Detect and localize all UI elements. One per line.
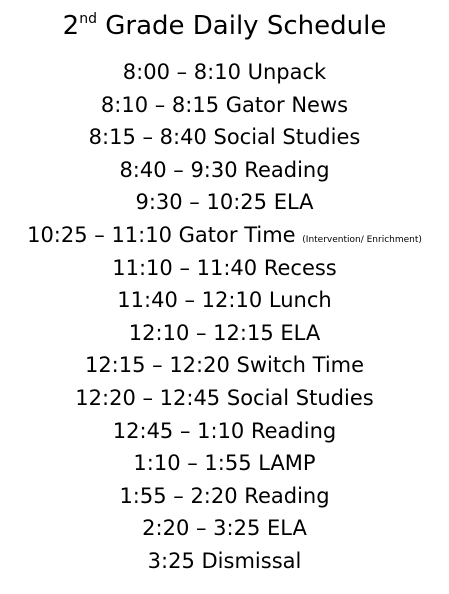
schedule-time: 8:15 – 8:40 — [88, 125, 207, 150]
schedule-item — [0, 56, 449, 89]
schedule-activity: ELA — [280, 320, 321, 345]
schedule-time: 8:10 – 8:15 — [100, 92, 220, 117]
schedule-item — [0, 252, 449, 285]
schedule-activity: Social Studies — [213, 125, 361, 150]
title-text: Grade Daily Schedule — [96, 11, 387, 41]
schedule-activity: ELA — [267, 516, 307, 541]
schedule-item — [0, 154, 449, 187]
schedule-item — [0, 284, 449, 317]
schedule-activity: Reading — [244, 157, 330, 182]
schedule-time: 8:40 – 9:30 — [119, 157, 238, 182]
schedule-activity: Switch Time — [236, 353, 365, 378]
schedule-activity: Unpack — [247, 60, 327, 84]
schedule-item — [0, 317, 449, 350]
schedule-time: 9:30 – 10:25 — [135, 190, 267, 215]
schedule-item — [0, 480, 449, 513]
schedule-item — [0, 219, 449, 252]
schedule-item — [0, 512, 449, 545]
schedule-item — [0, 545, 449, 578]
schedule-time: 10:25 – 11:10 — [27, 222, 172, 247]
page-title — [0, 6, 449, 46]
schedule-time: 1:55 – 2:20 — [119, 483, 238, 508]
schedule-item — [0, 415, 449, 448]
schedule-time: 3:25 — [147, 548, 195, 573]
schedule-activity: Recess — [263, 255, 337, 280]
schedule-item — [0, 349, 449, 382]
schedule-item — [0, 89, 449, 122]
schedule-activity: LAMP — [258, 451, 316, 476]
schedule-time: 11:10 – 11:40 — [112, 255, 258, 280]
schedule-time: 12:15 – 12:20 — [84, 353, 230, 378]
schedule-activity: Dismissal — [201, 548, 302, 573]
schedule-time: 12:45 – 1:10 — [112, 418, 245, 443]
schedule-item — [0, 447, 449, 480]
schedule-activity: Lunch — [268, 288, 332, 313]
schedule-list — [0, 56, 449, 578]
schedule-activity: Gator News — [225, 92, 349, 117]
schedule-time: 12:20 – 12:45 — [75, 385, 221, 410]
schedule-item — [0, 121, 449, 154]
schedule-time: 1:10 – 1:55 — [133, 451, 252, 476]
schedule-note: (Intervention/ Enrichment) — [302, 234, 422, 245]
schedule-time: 12:10 – 12:15 — [128, 320, 274, 345]
schedule-time: 8:00 – 8:10 — [122, 60, 241, 84]
schedule-item — [0, 186, 449, 219]
schedule-activity: Reading — [244, 483, 330, 508]
schedule-activity: Reading — [250, 418, 337, 443]
schedule-activity: ELA — [273, 190, 314, 215]
schedule-time: 2:20 – 3:25 — [142, 516, 261, 541]
schedule-item — [0, 382, 449, 415]
schedule-time: 11:40 – 12:10 — [117, 288, 263, 313]
schedule-activity: Gator Time — [178, 222, 296, 247]
title-ordinal-suffix: nd — [79, 11, 97, 27]
schedule-activity: Social Studies — [226, 385, 374, 410]
title-grade-number: 2 — [62, 11, 80, 41]
